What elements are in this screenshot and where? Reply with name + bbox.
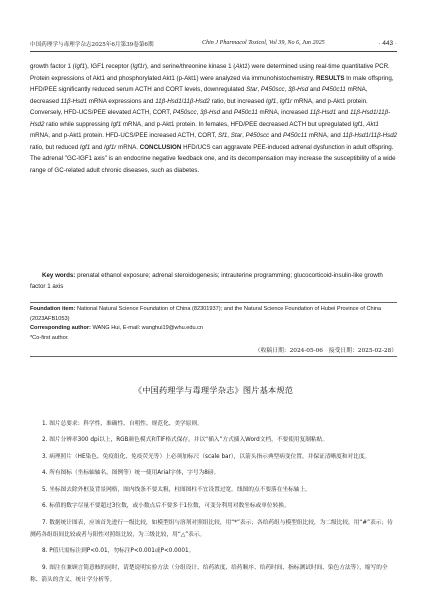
foundation-note xyxy=(30,305,398,324)
journal-issue-en: Chin J Pharmacol Toxicol, Vol 39, No 6, Jun 2025 xyxy=(202,40,325,46)
foundation-label: Foundation item: xyxy=(30,306,76,312)
guideline-item: 9. 图注在兼顾言简意赅的同时，请楚说明实验方法（分组设计、给药浓度、给药顺序、给药时间、指标测试时间、染色方法等），缩写的全称、箭头的含义、统计学分析等。 xyxy=(30,564,388,584)
header-divider xyxy=(30,51,397,52)
keywords-label: Key words: xyxy=(42,272,76,279)
corresponding-text: WANG Hui, E-mail: wanghui19@whu.edu.cn xyxy=(92,325,204,332)
footnote-divider xyxy=(30,302,397,303)
guideline-item: 5. 坐标图去除外框及背景网格，图内线条不要太粗，柱图图柱不宜设置过宽。线图的点不要落在坐标轴上。 xyxy=(42,486,311,493)
cofirst-author-note: *Co-first author. xyxy=(30,334,69,341)
foundation-text: National Natural Science Foundation of China (82301937); and the Natural Science Foundation of Hubei Province of China (2023AFB1053) xyxy=(30,306,382,322)
guideline-item: 3. 病理照片（HE染色、免疫组化、免疫荧光等）上必须加标尺（scale bar），以箭头指示典型病变位置，并保证清晰度和对比度。 xyxy=(42,453,371,460)
footnotes xyxy=(30,305,398,343)
guideline-item: 4. 所有图标（坐标轴轴名、图例等）统一使用Arial字体，字号为8磅。 xyxy=(42,470,220,477)
figure-guidelines-list xyxy=(30,418,398,586)
corresponding-label: Corresponding author: xyxy=(30,325,91,332)
guideline-item: 6. 标值的数字尽量不要超过3位数，或小数点后不要多于1位数，可变分利用对数坐标或单位转换。 xyxy=(42,503,290,510)
page-number: · 443 · xyxy=(378,40,397,47)
abstract-text: growth factor 1 (Igf1), IGF1 receptor (Igf1r), and serine/threonine kinase 1 (Akt1) were determined using real-time quantitative PCR. Protein expressions of Akt1 and phosphorylated Akt1 (p-Akt1) were analyzed via immunohistochemistry. RESULTS In male offspring, HFD/PEE significantly reduced serum ACTH and CORT levels, downregulated Star, P450scc, 3β-Hsd and P450c11 mRNA, decreased 11β-Hsd1 mRNA expressions and 11β-Hsd1/11β-Hsd2 ratio, but increased Igf1, Igf1r mRNA, and p-Akt1 protein. Conversely, HFD-UCS/PEE elevated ACTH, CORT, P450scc, 3β-Hsd and P450c11 mRNA, increased 11β-Hsd1 and 11β-Hsd1/11β-Hsd2 ratio while suppressing Igf1 mRNA, and p-Akt1 protein. In females, HFD/PEE decreased ACTH but upregulated Igf1, Akt1 mRNA, and p-Akt1 protein. HFD-UCS/PEE increased ACTH, CORT, Sf1, Star, P450scc and P450c11 mRNA, and 11β-Hsd1/11β-Hsd2 ratio, but reduced Igf1 and Igf1r mRNA. CONCLUSION HFD/UCS can aggravate PEE-induced adrenal dysfunction in adult offspring. The adrenal "GC-IGF1 axis" is an endocrine negative feedback one, and its decompensation may increase the susceptibility of a wide range of GC-related adult chronic diseases, such as diabetes. xyxy=(30,63,398,174)
journal-title-cn: 中国药理学与毒理学杂志2025年6月第39卷第6期 xyxy=(30,42,154,48)
guideline-item: 2. 图片分辨率300 dpi以上，RGB颜色模式和TIF格式保存，并以“插入”方式插入Word文档，不要使用复制粘贴。 xyxy=(42,437,329,444)
guideline-item: 8. P值只需标注到P<0.01，勿标注P<0.001或P<0.0001。 xyxy=(42,548,195,555)
corresponding-author-note xyxy=(30,324,398,334)
guideline-item: 7. 数据统计图表，应该首先进行一级比较，如模型组与溶剂对照组比较，用“*”表示；各给药组与模型组比较，为二级比较，用“#”表示；待测药各组组间比较或者与阳性对照组比较，为三级比较，用“△”表示。 xyxy=(30,519,393,538)
keywords xyxy=(30,270,398,293)
received-accepted-dates: （收稿日期：2024-05-06 接受日期：2025-02-28） xyxy=(254,348,397,354)
figure-guidelines-title: 《中国药理学与毒理学杂志》图片基本规范 xyxy=(133,385,294,395)
keywords-text: prenatal ethanol exposure; adrenal steroidogenesis; intrauterine programming; glucocorticoid-insulin-like growth factor 1 axis xyxy=(30,272,383,291)
guideline-item: 1. 图片总要求：科学性、准确性、自明性、规范化、美学原则。 xyxy=(42,421,203,427)
dates-divider xyxy=(30,356,397,357)
